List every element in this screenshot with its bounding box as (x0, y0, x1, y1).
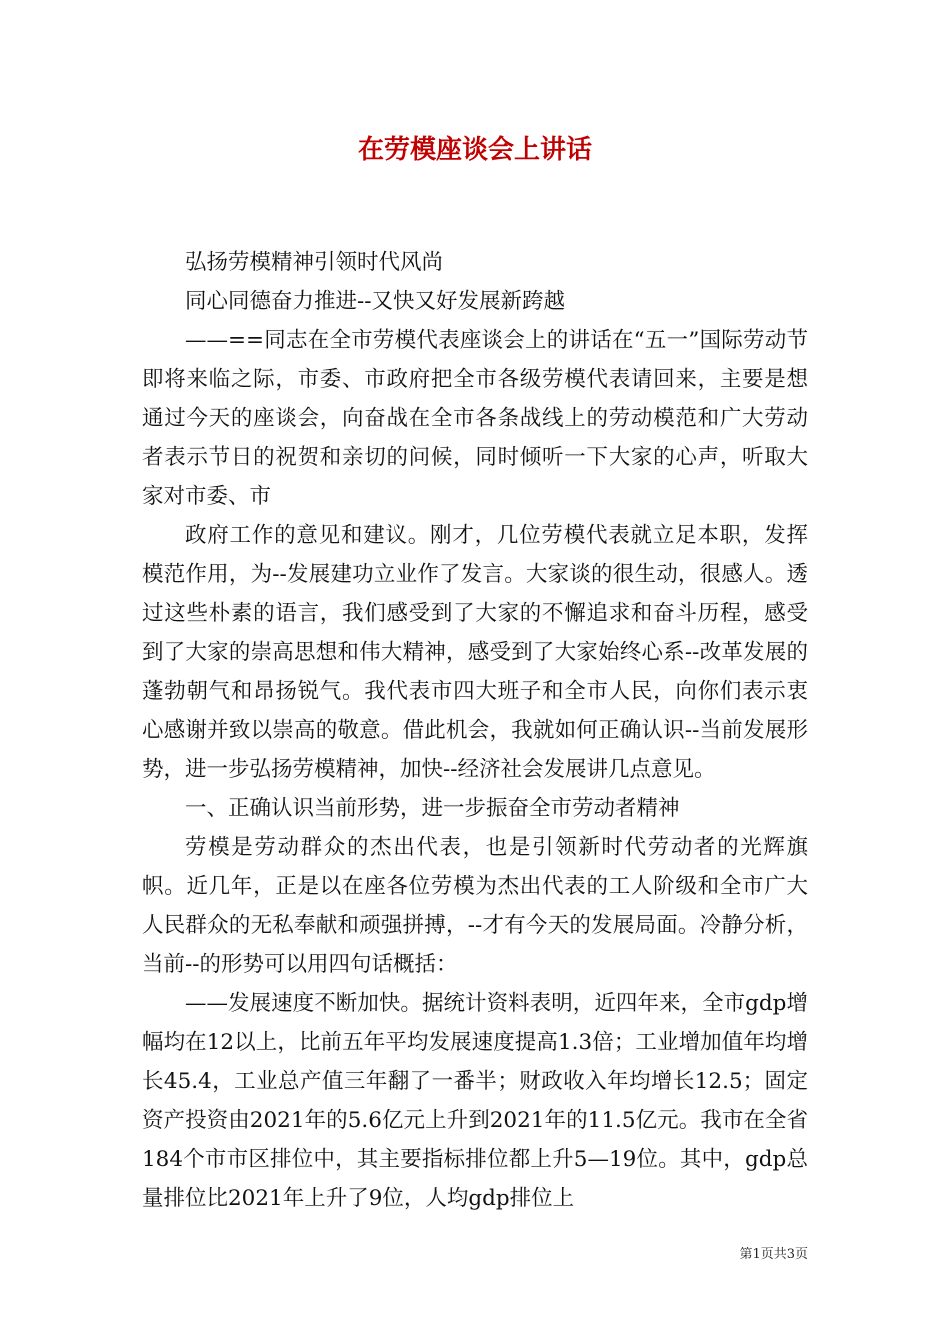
body-paragraph: 劳模是劳动群众的杰出代表，也是引领新时代劳动者的光辉旗帜。近几年，正是以在座各位劳模为杰出代表的工人阶级和全市广大人民群众的无私奉献和顽强拼搏，--才有今天的发展局面。冷静分析，当前--的形势可以用四句话概括： (142, 835, 808, 977)
body-paragraph: ——==同志在全市劳模代表座谈会上的讲话在“五一”国际劳动节即将来临之际，市委、市政府把全市各级劳模代表请回来，主要是想通过今天的座谈会，向奋战在全市各条战线上的劳动模范和广大劳动者表示节日的祝贺和亲切的问候，同时倾听一下大家的心声，听取大家对市委、市 (142, 328, 808, 509)
document-body (142, 243, 808, 1218)
subtitle-line-1: 弘扬劳模精神引领时代风尚 (185, 250, 444, 275)
document-title: 在劳模座谈会上讲话 (357, 135, 592, 165)
page-number: 第1页共3页 (739, 1247, 808, 1262)
body-paragraph: ——发展速度不断加快。据统计资料表明，近四年来，全市gdp增幅均在12以上，比前五年平均发展速度提高1.3倍；工业增加值年均增长45.4，工业总产值三年翻了一番半；财政收入年均增长12.5；固定资产投资由2021年的5.6亿元上升到2021年的11.5亿元。我市在全省184个市市区排位中，其主要指标排位都上升5—19位。其中，gdp总量排位比2021年上升了9位，人均gdp排位上 (142, 991, 808, 1211)
subtitle-line-2: 同心同德奋力推进--又快又好发展新跨越 (185, 289, 566, 314)
section-heading: 一、正确认识当前形势，进一步振奋全市劳动者精神 (185, 796, 680, 821)
body-paragraph: 政府工作的意见和建议。刚才，几位劳模代表就立足本职，发挥模范作用，为--发展建功立业作了发言。大家谈的很生动，很感人。透过这些朴素的语言，我们感受到了大家的不懈追求和奋斗历程，感受到了大家的崇高思想和伟大精神，感受到了大家始终心系--改革发展的蓬勃朝气和昂扬锐气。我代表市四大班子和全市人民，向你们表示衷心感谢并致以崇高的敬意。借此机会，我就如何正确认识--当前发展形势，进一步弘扬劳模精神，加快--经济社会发展讲几点意见。 (142, 523, 808, 782)
